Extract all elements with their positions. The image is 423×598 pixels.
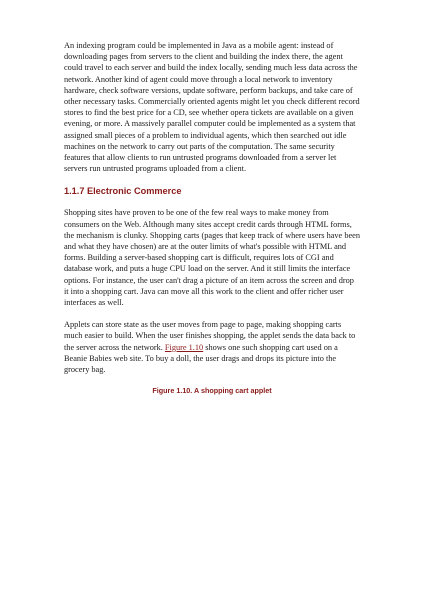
paragraph-text-after-link: shows one such shopping cart used on a Beanie Babies web site. To buy a doll, the user drags and drops its picture into the grocery bag. — [64, 342, 338, 375]
section-heading: 1.1.7 Electronic Commerce — [64, 186, 182, 197]
page-content — [64, 40, 360, 396]
paragraph-text-before-link: Applets can store state as the user moves from page to page, making shopping carts much easier to build. When the user finishes shopping, the applet sends the data back to the server across the network. — [64, 320, 356, 352]
paragraph-shopping-sites: Shopping sites have proven to be one of the few real ways to make money from consumers on the Web. Although many sites accept credit cards through HTML forms, the mechanism is clunky. Shopping carts (pages that keep track of where users have been and what they have chosen) are at the outer limits of what's possible with HTML and forms. Building a server-based shopping cart is difficult, requires lots of CGI and database work, and puts a huge CPU load on the server. And it still limits the interface options. For instance, the user can't drag a picture of an item across the screen and drop it into a shopping cart. Java can move all this work to the client and offer richer user interfaces as well. — [64, 208, 360, 308]
paragraph-mobile-agents: An indexing program could be implemented in Java as a mobile agent: instead of downloading pages from servers to the client and building the index there, the agent could travel to each server and build the index locally, sending much less data across the network. Another kind of agent could move through a local network to inventory hardware, check software versions, update software, perform backups, and take care of other necessary tasks. Commercially oriented agents might let you check different record stores to find the best price for a CD, see whether opera tickets are available on a given evening, or more. A massively parallel computer could be implemented as a system that assigned small pieces of a problem to individual agents, which then searched out idle machines on the network to carry out parts of the computation. The same security features that allow clients to run untrusted programs downloaded from a server let servers run untrusted programs uploaded from a client. — [64, 41, 360, 174]
figure-link[interactable]: Figure 1.10 — [164, 342, 204, 352]
paragraph-applets-state — [64, 319, 360, 375]
figure-caption: Figure 1.10. A shopping cart applet — [152, 386, 272, 396]
